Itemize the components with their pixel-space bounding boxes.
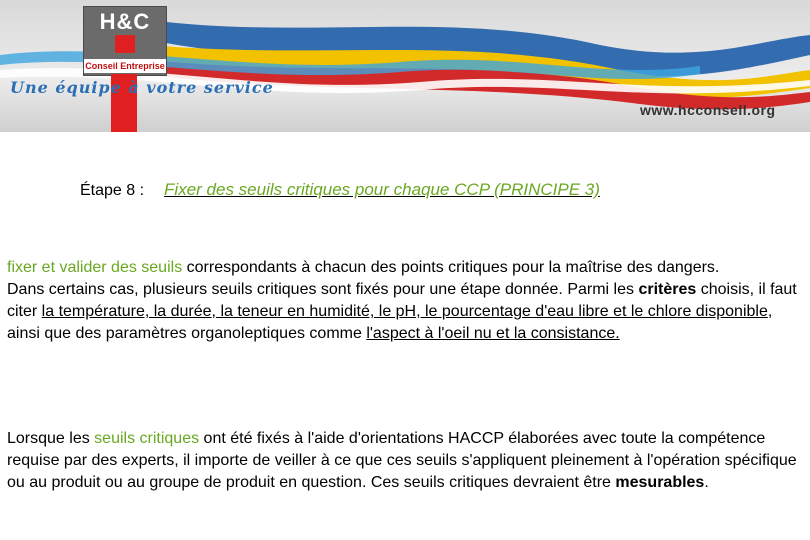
p1-underlined-params: la température, la durée, la teneur en humidité, le pH, le pourcentage d'eau libre et le chlore disponible (41, 303, 768, 320)
p1-text2: Dans certains cas, plusieurs seuils critiques sont fixés pour une étape donnée. Parmi les (7, 281, 639, 298)
logo-text: H&C (99, 9, 151, 34)
website-url[interactable]: www.hcconsell.org (640, 102, 776, 118)
paragraph-haccp (7, 428, 802, 494)
p2-text3: . (704, 474, 709, 491)
paragraph-thresholds (7, 257, 802, 345)
step-label: Étape 8 : (80, 182, 145, 199)
p2-bold-measurable: mesurables (615, 474, 705, 491)
p1-text3: choisis, il faut citer (7, 281, 797, 320)
p1-text1: correspondants à chacun des points critiques pour la maîtrise des dangers. (182, 259, 720, 276)
lead-text: fixer et valider des seuils (7, 259, 183, 276)
logo-red-square (115, 35, 135, 53)
p1-bold-criteria: critères (638, 281, 697, 298)
logo-subtitle: Conseil Entreprise (85, 61, 165, 71)
company-logo (83, 6, 167, 76)
p2-green-thresholds: seuils critiques (94, 430, 200, 447)
header-banner (0, 0, 810, 132)
step-heading (80, 180, 600, 200)
slogan: Une équipe à votre service (10, 78, 274, 97)
p1-text4: , ainsi que des paramètres organoleptiques comme (7, 303, 773, 342)
p2-text1: Lorsque les (7, 430, 95, 447)
p1-underlined-organoleptic: l'aspect à l'oeil nu et la consistance. (366, 325, 620, 342)
p2-text2: ont été fixés à l'aide d'orientations HACCP élaborées avec toute la compétence requise par des experts, il importe de veiller à ce que ces seuils s'appliquent pleinement à l'opération spécifique ou au produit ou au groupe de produit en question. Ces seuils critiques devraient être (7, 430, 797, 491)
step-title: Fixer des seuils critiques pour chaque CCP (PRINCIPE 3) (164, 180, 600, 199)
